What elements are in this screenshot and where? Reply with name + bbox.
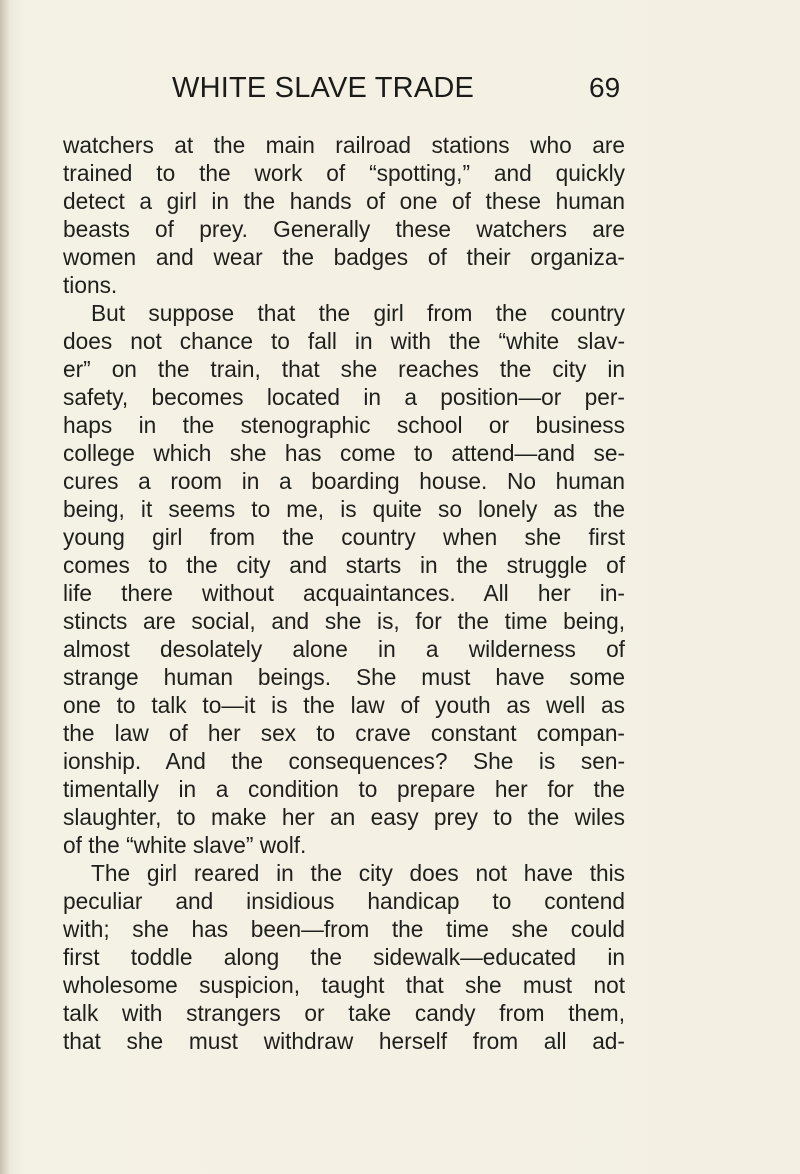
body-line: young girl from the country when she first (63, 524, 625, 550)
body-line: cures a room in a boarding house. No human (63, 468, 625, 494)
body-line: peculiar and insidious handicap to contend (63, 888, 625, 914)
body-line: wholesome suspicion, taught that she must not (63, 972, 625, 998)
body-line: detect a girl in the hands of one of these human (63, 188, 625, 214)
body-line: timentally in a condition to prepare her for the (63, 776, 625, 802)
body-line: But suppose that the girl from the country (91, 300, 625, 326)
body-line: does not chance to fall in with the “white slav- (63, 328, 625, 354)
body-line: the law of her sex to crave constant compan- (63, 720, 625, 746)
body-line: first toddle along the sidewalk—educated in (63, 944, 625, 970)
body-line: trained to the work of “spotting,” and quickly (63, 160, 625, 186)
body-line: The girl reared in the city does not have this (91, 860, 625, 886)
body-line: that she must withdraw herself from all ad- (63, 1028, 625, 1054)
body-line: haps in the stenographic school or business (63, 412, 625, 438)
body-line: college which she has come to attend—and se- (63, 440, 625, 466)
body-line: being, it seems to me, is quite so lonely as the (63, 496, 625, 522)
body-line: safety, becomes located in a position—or per- (63, 384, 625, 410)
body-line: strange human beings. She must have some (63, 664, 625, 690)
running-head (172, 72, 632, 112)
body-line: talk with strangers or take candy from them, (63, 1000, 625, 1026)
body-line: with; she has been—from the time she could (63, 916, 625, 942)
body-line: life there without acquaintances. All her in- (63, 580, 625, 606)
body-line: of the “white slave” wolf. (63, 832, 307, 858)
body-line: stincts are social, and she is, for the time being, (63, 608, 625, 634)
body-line: almost desolately alone in a wilderness of (63, 636, 625, 662)
page-binding-edge (0, 0, 10, 1174)
page-number: 69 (589, 72, 621, 103)
body-line: beasts of prey. Generally these watchers are (63, 216, 625, 242)
body-line: women and wear the badges of their organiza- (63, 244, 625, 270)
body-line: tions. (63, 272, 118, 298)
body-line: watchers at the main railroad stations who are (63, 132, 625, 158)
body-line: comes to the city and starts in the struggle of (63, 552, 625, 578)
body-line: er” on the train, that she reaches the city in (63, 356, 625, 382)
body-line: one to talk to—it is the law of youth as well as (63, 692, 625, 718)
body-line: ionship. And the consequences? She is sen- (63, 748, 625, 774)
running-title: WHITE SLAVE TRADE (172, 72, 475, 104)
body-text (63, 131, 625, 1055)
body-line: slaughter, to make her an easy prey to the wiles (63, 804, 625, 830)
